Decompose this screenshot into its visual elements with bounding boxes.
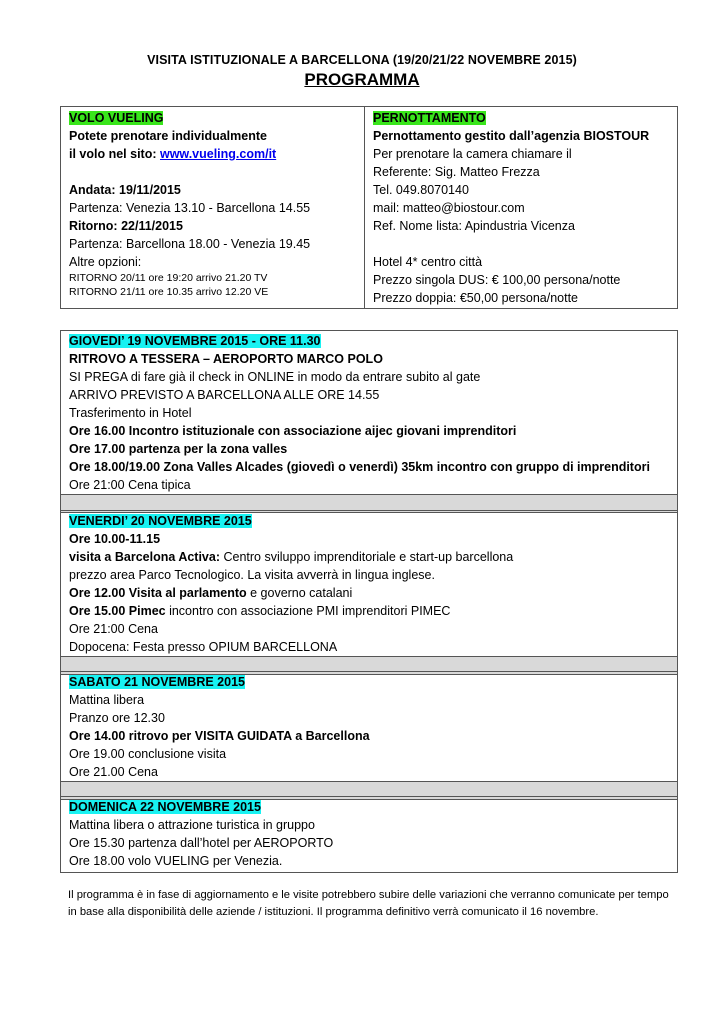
day2-after-dinner: Dopocena: Festa presso OPIUM BARCELLONA [69, 640, 338, 654]
hotel-phone: Tel. 049.8070140 [373, 183, 469, 197]
day4-heading: DOMENICA 22 NOVEMBRE 2015 [69, 800, 261, 814]
day3-heading: SABATO 21 NOVEMBRE 2015 [69, 675, 245, 689]
document-title: VISITA ISTITUZIONALE A BARCELLONA (19/20/21/22 NOVEMBRE 2015) [147, 53, 577, 67]
day2-pimec-title: Ore 15.00 Pimec [69, 604, 166, 618]
day-sunday [60, 796, 678, 873]
day-friday [60, 510, 678, 675]
return-date: Ritorno: 22/11/2015 [69, 219, 183, 233]
day4-departure: Ore 15.30 partenza dall’hotel per AEROPORTO [69, 836, 334, 850]
day1-dinner: Ore 21:00 Cena tipica [69, 478, 191, 492]
info-table [60, 106, 678, 309]
day3-dinner: Ore 21.00 Cena [69, 765, 158, 779]
hotel-heading: PERNOTTAMENTO [373, 111, 486, 125]
hotel-column [365, 107, 677, 308]
flight-booking-note: Potete prenotare individualmente [69, 129, 267, 143]
hotel-email: mail: matteo@biostour.com [373, 201, 525, 215]
day2-pimec-desc: incontro con associazione PMI imprenditori PIMEC [165, 604, 451, 618]
outbound-detail: Partenza: Venezia 13.10 - Barcellona 14.55 [69, 201, 311, 215]
hotel-agency: Pernottamento gestito dall’agenzia BIOSTOUR [373, 129, 650, 143]
day2-visit-activa-desc: Centro sviluppo imprenditoriale e start-up barcellona [220, 550, 514, 564]
day2-time: Ore 10.00-11.15 [69, 532, 161, 546]
flight-site-line [69, 145, 356, 163]
day1-event-1700: Ore 17.00 partenza per la zona valles [69, 442, 288, 456]
day3-morning: Mattina libera [69, 693, 145, 707]
price-double: Prezzo doppia: €50,00 persona/notte [373, 291, 579, 305]
hotel-category: Hotel 4* centro città [373, 255, 483, 269]
flight-site-label: il volo nel sito: [69, 147, 160, 161]
day2-visit-activa [69, 548, 669, 566]
day2-heading: VENERDI’ 20 NOVEMBRE 2015 [69, 514, 252, 528]
day2-parliament-title: Ore 12.00 Visita al parlamento [69, 586, 247, 600]
program-heading: PROGRAMMA [304, 70, 420, 89]
day1-transfer: Trasferimento in Hotel [69, 406, 192, 420]
return-option-1: RITORNO 20/11 ore 19:20 arrivo 21.20 TV [69, 272, 268, 284]
flight-column [61, 107, 365, 308]
day1-arrival: ARRIVO PREVISTO A BARCELLONA ALLE ORE 14.55 [69, 388, 380, 402]
day2-pimec [69, 602, 669, 620]
return-detail: Partenza: Barcellona 18.00 - Venezia 19.45 [69, 237, 311, 251]
day2-parliament-desc: e governo catalani [246, 586, 353, 600]
day2-visit-activa-title: visita a Barcelona Activa: [69, 550, 220, 564]
day4-flight: Ore 18.00 volo VUELING per Venezia. [69, 854, 283, 868]
day-saturday [60, 671, 678, 800]
day-thursday [60, 330, 678, 513]
day4-morning: Mattina libera o attrazione turistica in gruppo [69, 818, 315, 832]
day1-event-1600: Ore 16.00 Incontro istituzionale con associazione aijec giovani imprenditori [69, 424, 517, 438]
return-option-2: RITORNO 21/11 ore 10.35 arrivo 12.20 VE [69, 286, 269, 298]
outbound-date: Andata: 19/11/2015 [69, 183, 181, 197]
day1-checkin-note: SI PREGA di fare già il check in ONLINE in modo da entrare subito al gate [69, 370, 481, 384]
hotel-contact: Referente: Sig. Matteo Frezza [373, 165, 540, 179]
vueling-link[interactable]: www.vueling.com/it [159, 147, 277, 161]
day3-guided-tour: Ore 14.00 ritrovo per VISITA GUIDATA a Barcellona [69, 729, 370, 743]
footer-note: Il programma è in fase di aggiornamento e le visite potrebbero subire delle variazioni che verranno comunicate per tempo in base alla disponibilità delle aziende / istituzioni. Il programma definitivo verrà comunicato il 16 novembre. [68, 889, 669, 918]
day3-lunch: Pranzo ore 12.30 [69, 711, 165, 725]
flight-heading: VOLO VUELING [69, 111, 164, 125]
day2-dinner: Ore 21:00 Cena [69, 622, 158, 636]
day2-visit-note: prezzo area Parco Tecnologico. La visita avverrà in lingua inglese. [69, 568, 435, 582]
day1-event-1800: Ore 18.00/19.00 Zona Valles Alcades (giovedì o venerdì) 35km incontro con gruppo di imprenditori [69, 460, 650, 474]
hotel-list-name: Ref. Nome lista: Apindustria Vicenza [373, 219, 575, 233]
day1-meeting-point: RITROVO A TESSERA – AEROPORTO MARCO POLO [69, 352, 383, 366]
hotel-booking-note: Per prenotare la camera chiamare il [373, 147, 572, 161]
day3-end-visit: Ore 19.00 conclusione visita [69, 747, 227, 761]
day1-heading: GIOVEDI’ 19 NOVEMBRE 2015 - ORE 11.30 [69, 334, 321, 348]
other-options-label: Altre opzioni: [69, 255, 142, 269]
day2-parliament [69, 584, 669, 602]
price-single: Prezzo singola DUS: € 100,00 persona/notte [373, 273, 621, 287]
